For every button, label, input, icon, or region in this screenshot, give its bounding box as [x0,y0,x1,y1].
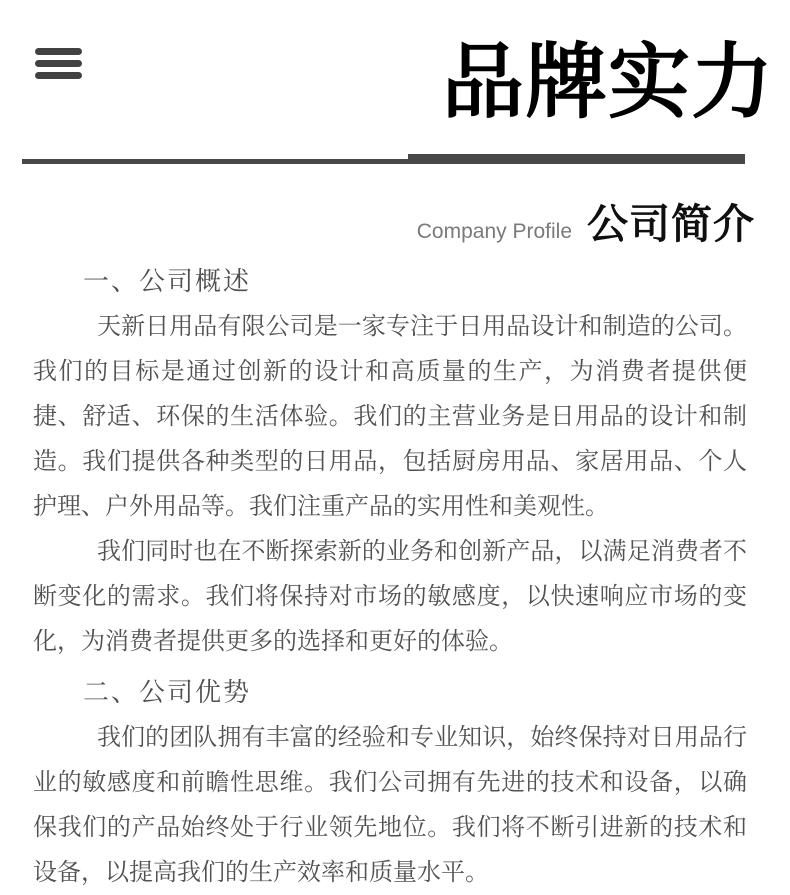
section-title: 公司简介 [587,201,755,247]
article-paragraph-3: 我们的团队拥有丰富的经验和专业知识，始终保持对日用品行业的敏感度和前瞻性思维。我们公司拥有先进的技术和设备，以确保我们的产品始终处于行业领先地位。我们将不断引进新的技术和设备，以提高我们的生产效率和质量水平。 [33,724,747,886]
divider-right-segment [408,154,745,164]
menu-bars-icon [35,48,82,79]
article-paragraph-1: 天新日用品有限公司是一家专注于日用品设计和制造的公司。我们的目标是通过创新的设计和高质量的生产，为消费者提供便捷、舒适、环保的生活体验。我们的主营业务是日用品的设计和制造。我们提供各种类型的日用品，包括厨房用品、家居用品、个人护理、户外用品等。我们注重产品的实用性和美观性。 [33,313,747,520]
company-profile-article [33,259,747,895]
article-heading-advantages: 二、公司优势 [83,677,252,707]
article-heading-overview: 一、公司概述 [83,266,252,296]
menu-bar-1 [35,48,82,55]
divider-left-segment [22,159,408,164]
menu-bar-2 [35,60,82,67]
page-title: 品牌实力 [441,37,774,128]
section-header [417,198,755,250]
article-paragraph-2: 我们同时也在不断探索新的业务和创新产品，以满足消费者不断变化的需求。我们将保持对市场的敏感度，以快速响应市场的变化，为消费者提供更多的选择和更好的体验。 [33,538,747,655]
section-label-english: Company Profile [416,220,572,243]
menu-bar-3 [35,72,82,79]
